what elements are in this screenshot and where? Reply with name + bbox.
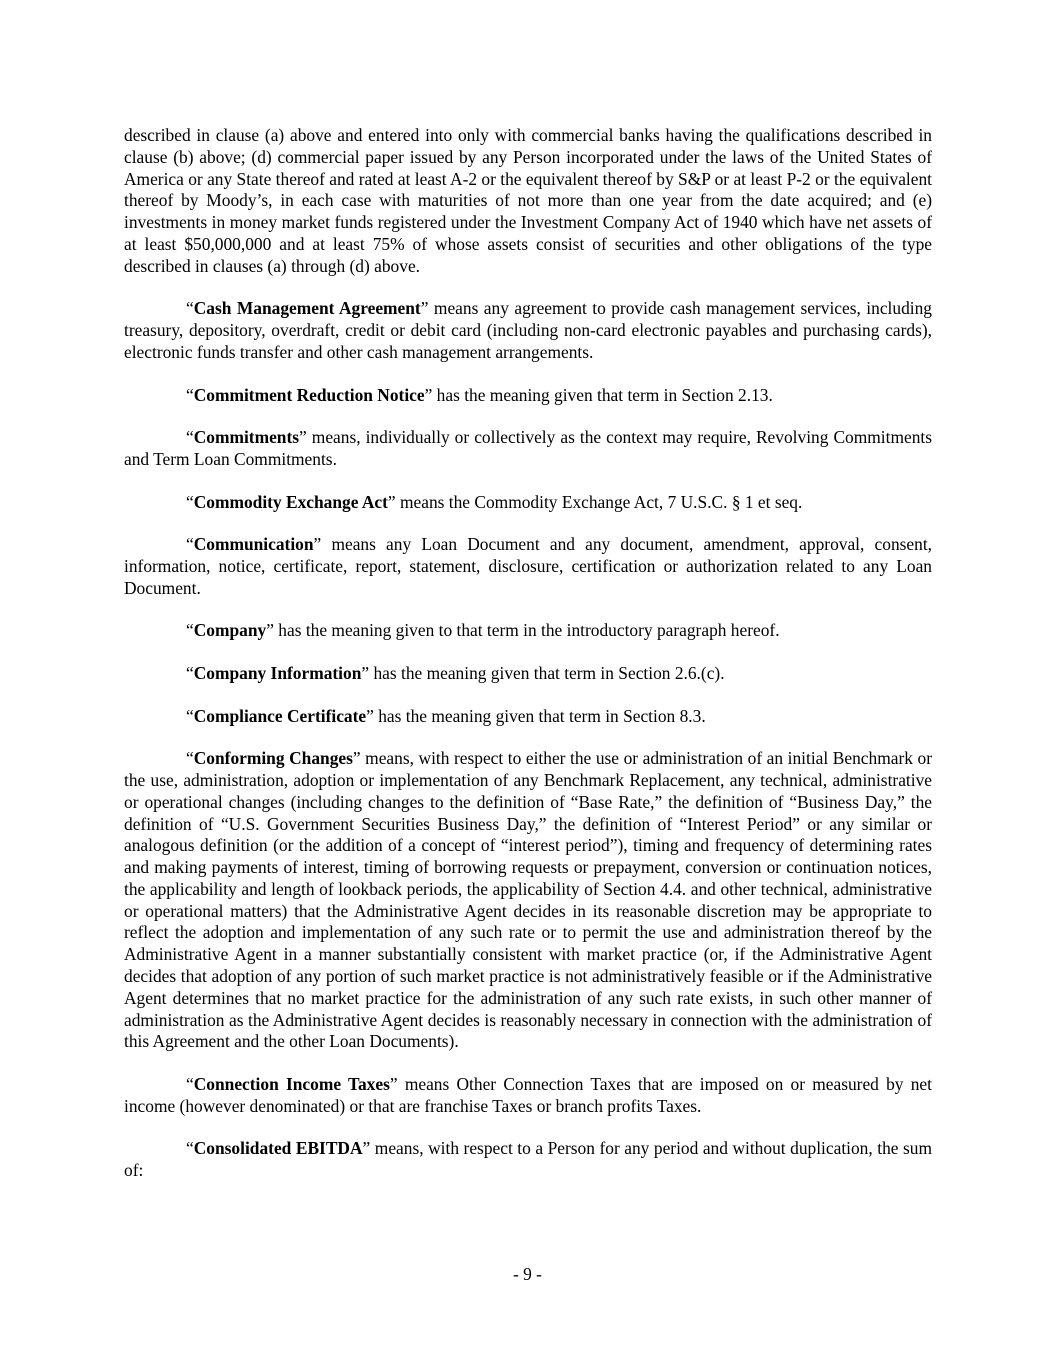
defined-term: Cash Management Agreement — [193, 298, 421, 319]
definition-company-information: “Company Information” has the meaning given that term in Section 2.6.(c). — [186, 662, 725, 683]
definition-text: means the Commodity Exchange Act, 7 U.S.C. § 1 et seq. — [395, 491, 803, 512]
definition-commitments: “Commitments” means, individually or collectively as the context may require, Revolving Commitments and Term Loan Commitments. — [124, 427, 932, 469]
definition-text: means, individually or collectively as the context may require, Revolving Commitments and Term Loan Commitments. — [124, 427, 932, 469]
defined-term: Company — [193, 620, 267, 641]
defined-term: Consolidated EBITDA — [193, 1138, 363, 1159]
defined-term: Company Information — [193, 662, 362, 683]
document-body — [124, 125, 932, 1203]
definition-text: means Other Connection Taxes that are imposed on or measured by net income (however denominated) or that are franchise Taxes or branch profits Taxes. — [124, 1074, 932, 1116]
definition-text: has the meaning given that term in Section 2.6.(c). — [369, 662, 725, 683]
defined-term: Commodity Exchange Act — [193, 491, 388, 512]
defined-term: Conforming Changes — [193, 748, 353, 769]
definition-text: has the meaning given that term in Section 8.3. — [373, 705, 706, 726]
page-number: - 9 - — [513, 1264, 542, 1284]
definition-connection-income-taxes: “Connection Income Taxes” means Other Connection Taxes that are imposed on or measured by net income (however denominated) or that are franchise Taxes or branch profits Taxes. — [124, 1074, 932, 1116]
defined-term: Commitment Reduction Notice — [193, 384, 425, 405]
definition-cash-management-agreement: “Cash Management Agreement” means any agreement to provide cash management services, including treasury, depository, overdraft, credit or debit card (including non-card electronic payables and purchasing cards), electronic funds transfer and other cash management arrangements. — [124, 298, 932, 362]
defined-term: Communication — [193, 534, 314, 555]
definition-compliance-certificate: “Compliance Certificate” has the meaning given that term in Section 8.3. — [186, 705, 706, 726]
definition-text: means any Loan Document and any document, amendment, approval, consent, information, notice, certificate, report, statement, disclosure, certification or authorization related to any Loan Document. — [124, 534, 932, 598]
defined-term: Connection Income Taxes — [193, 1074, 390, 1095]
definition-text: means any agreement to provide cash management services, including treasury, depository, overdraft, credit or debit card (including non-card electronic payables and purchasing cards), electronic funds transfer and other cash management arrangements. — [124, 298, 932, 362]
definition-conforming-changes: “Conforming Changes” means, with respect to either the use or administration of an initial Benchmark or the use, administration, adoption or implementation of any Benchmark Replacement, any technical, administrative or operational changes (including changes to the definition of “Base Rate,” the definition of “Business Day,” the definition of “U.S. Government Securities Business Day,” the definition of “Interest Period” or any similar or analogous definition (or the addition of a concept of “interest period”), timing and frequency of determining rates and making payments of interest, timing of borrowing requests or prepayment, conversion or continuation notices, the applicability and length of lookback periods, the applicability of Section 4.4. and other technical, administrative or operational matters) that the Administrative Agent decides in its reasonable discretion may be appropriate to reflect the adoption and implementation of any such rate or to permit the use and administration thereof by the Administrative Agent in a manner substantially consistent with market practice (or, if the Administrative Agent decides that adoption of any portion of such market practice is not administratively feasible or if the Administrative Agent determines that no market practice for the administration of any such rate exists, in such other manner of administration as the Administrative Agent decides is reasonably necessary in connection with the administration of this Agreement and the other Loan Documents). — [124, 748, 932, 1052]
definition-communication: “Communication” means any Loan Document and any document, amendment, approval, consent, information, notice, certificate, report, statement, disclosure, certification or authorization related to any Loan Document. — [124, 534, 932, 598]
paragraph-cash-equivalents-continued — [124, 125, 932, 278]
definition-consolidated-ebitda: “Consolidated EBITDA” means, with respect to a Person for any period and without duplication, the sum of: — [124, 1138, 932, 1181]
defined-term: Commitments — [193, 427, 300, 448]
definition-text: has the meaning given to that term in the introductory paragraph hereof. — [273, 620, 780, 641]
definition-commodity-exchange-act: “Commodity Exchange Act” means the Commodity Exchange Act, 7 U.S.C. § 1 et seq. — [186, 491, 803, 512]
defined-term: Compliance Certificate — [193, 705, 367, 726]
definition-text: means, with respect to either the use or administration of an initial Benchmark or the use, administration, adoption or implementation of any Benchmark Replacement, any technical, administrative or operational changes (including changes to the definition of “Base Rate,” the definition of “Business Day,” the definition of “U.S. Government Securities Business Day,” the definition of “Interest Period” or any similar or analogous definition (or the addition of a concept of “interest period”), timing and frequency of determining rates and making payments of interest, timing of borrowing requests or prepayment, conversion or continuation notices, the applicability and length of lookback periods, the applicability of Section 4.4. and other technical, administrative or operational matters) that the Administrative Agent decides in its reasonable discretion may be appropriate to reflect the adoption and implementation of any such rate or to permit the use and administration thereof by the Administrative Agent in a manner substantially consistent with market practice (or, if the Administrative Agent decides that adoption of any portion of such market practice is not administratively feasible or if the Administrative Agent determines that no market practice for the administration of any such rate exists, in such other manner of administration as the Administrative Agent decides is reasonably necessary in connection with the administration of this Agreement and the other Loan Documents). — [124, 748, 932, 1052]
definition-commitment-reduction-notice: “Commitment Reduction Notice” has the meaning given that term in Section 2.13. — [186, 384, 773, 405]
definition-text: means, with respect to a Person for any period and without duplication, the sum of: — [124, 1138, 932, 1181]
paragraph-text: described in clause (a) above and entered into only with commercial banks having the qualifications described in clause (b) above; (d) commercial paper issued by any Person incorporated under the laws of the United States of America or any State thereof and rated at least A-2 or the equivalent thereof by S&P or at least P-2 or the equivalent thereof by Moody’s, in each case with maturities of not more than one year from the date acquired; and (e) investments in money market funds registered under the Investment Company Act of 1940 which have net assets of at least $50,000,000 and at least 75% of whose assets consist of securities and other obligations of the type described in clauses (a) through (d) above. — [124, 125, 932, 276]
definition-company: “Company” has the meaning given to that term in the introductory paragraph hereof. — [186, 620, 780, 641]
definition-text: has the meaning given that term in Section 2.13. — [432, 384, 773, 405]
